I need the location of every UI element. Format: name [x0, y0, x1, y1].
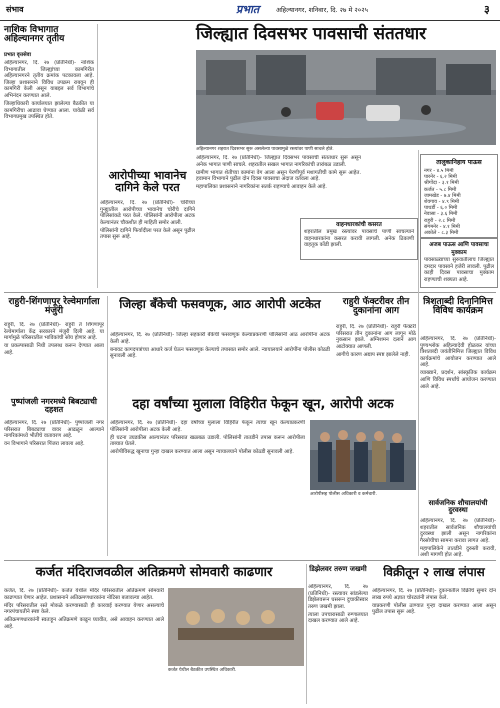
rainfall-item: अकोले - ८.३ मिमी	[424, 230, 459, 237]
story2-p3: महापालिका प्रशासनाने नागरिकांना सतर्क राहण्याचे आवाहन केले आहे.	[196, 184, 327, 191]
column-rule	[418, 150, 419, 556]
story2-p2: ग्रामीण भागात शेतीच्या कामांना वेग आला असून पेरणीपूर्व मशागतीची कामे सुरू आहेत. हवामान विभागाने पुढील दोन दिवस पावसाचा अंदाज वर्तवला आहे.	[196, 169, 361, 183]
brand-logo: प्रभात	[236, 3, 260, 16]
section-divider	[4, 560, 496, 561]
story2-p1: अहिल्यानगर, दि. २७ (प्रतिनिधी)- जिल्ह्यात दिवसभर पावसाची संततधार सुरू असून अनेक भागात पाणी साचले. शहरातील सखल भागात नागरिकांची तारांबळ उडाली.	[196, 155, 361, 168]
story5-body	[110, 332, 330, 392]
story6-body	[336, 324, 416, 394]
story9-headline: दहा वर्षांच्या मुलाला विहिरीत फेकून खून, आरोपी अटक	[132, 397, 394, 412]
story1-headline: नाशिक विभागात अहिल्यानगर तृतीय	[4, 25, 65, 45]
inset-box-body: शहरातील प्रमुख रस्त्यांवर पावसाचे पाणी साचल्याने वाहनधारकांना कसरत करावी लागली. अनेक ठिकाणी वाहतूक कोंडी झाली.	[304, 229, 414, 249]
story3-headline: आरोपीच्या भावानेच दागिने केले परत	[108, 169, 187, 194]
meeting-photo	[168, 588, 304, 666]
section-divider	[4, 292, 496, 293]
story1-p2: जिल्हाधिकारी कार्यालयात झालेल्या बैठकीत या कामगिरीचा आढावा घेण्यात आला. यावेळी सर्व विभागप्रमुख उपस्थित होते.	[4, 101, 94, 121]
rainfall-item: श्रीगोंदा - ३.१ मिमी	[424, 180, 459, 187]
story10-body	[420, 518, 496, 558]
police-arrest-photo	[310, 420, 416, 490]
rainfall-item: पारनेर - ६.२ मिमी	[424, 174, 457, 181]
story8-headline: पुष्पांजली नगरमध्ये बिबट्याची दहशत	[11, 397, 97, 415]
inset-box-title: वाहनधारकांची कसरत	[336, 222, 382, 228]
warning-box-body: पावसाळ्याच्या सुरुवातीलाच जिल्ह्यात दमदार पावसाने हजेरी लावली. पुढील काही दिवस पावसाचा मुक्काम राहण्याची शक्यता आहे.	[424, 257, 494, 283]
story9-photo-caption: आरोपीसह पोलीस अधिकारी व कर्मचारी.	[310, 492, 377, 497]
rainfall-item: जामखेड - ७.४ मिमी	[424, 192, 461, 199]
story3-p2: पोलिसांनी दागिने फिर्यादीला परत केले असून पुढील तपास सुरू आहे.	[100, 227, 195, 241]
story2-body	[196, 155, 361, 215]
story6-p2: आगीचे कारण अद्याप स्पष्ट झालेले नाही.	[336, 351, 411, 358]
rain-street-photo-svg	[196, 50, 496, 145]
rainfall-item: नेवासा - ३.६ मिमी	[424, 211, 458, 218]
rainfall-item: कर्जत - ५.८ मिमी	[424, 186, 457, 193]
story7-headline: त्रिशताब्दी दिनानिमित्त विविध कार्यक्रम	[423, 297, 493, 317]
story1-body	[4, 60, 94, 148]
story1-byline: प्रभात वृत्तसेवा	[4, 52, 31, 58]
rainfall-item: राहुरी - २.८ मिमी	[424, 217, 456, 224]
inset-box	[300, 218, 418, 260]
story2-headline: जिल्ह्यात दिवसभर पावसाची संततधार	[196, 24, 427, 44]
section-name: संभाव	[6, 5, 24, 14]
column-rule	[97, 24, 98, 288]
story11-p3: अतिक्रमणधारकांनी स्वतःहून अतिक्रमणे काढून घ्यावीत, असे आवाहन करण्यात आले आहे.	[4, 617, 164, 630]
story3-body	[100, 200, 195, 288]
story5-headline: जिल्हा बँकेची फसवणूक, आठ आरोपी अटकेत	[119, 297, 321, 311]
rainfall-item: संगमनेर - ४.१ मिमी	[424, 223, 460, 230]
column-rule	[306, 564, 307, 704]
warning-box	[420, 238, 498, 288]
story3-p1: अहिल्यानगर, दि. २७ (प्रतिनिधी)- चोरीच्या गुन्ह्यातील आरोपीच्या भावानेच चोरीचे दागिने पोलिसांकडे परत केले. पोलिसांनी आरोपीला अटक केल्यानंतर चौकशीत ही माहिती समोर आली.	[100, 200, 195, 226]
rain-street-photo	[196, 50, 496, 145]
rainfall-box	[420, 154, 498, 238]
warning-box-title: अजब पाऊस आणि पावसाचा मुक्काम	[429, 242, 489, 256]
rainfall-item: शेवगाव - ४.९ मिमी	[424, 199, 460, 206]
police-arrest-photo-svg	[310, 420, 416, 490]
story7-body	[420, 336, 496, 496]
date-line: अहिल्यानगर, शनिवार, दि. २७ मे २०२५	[276, 6, 368, 14]
story6-p1: राहुरी, दि. २७ (प्रतिनिधी)- राहुरी फॅक्टरी परिसरात तीन दुकानांना आग लागून मोठे नुकसान झाले. अग्निशमन दलाने आग आटोक्यात आणली.	[336, 324, 416, 350]
story6-headline: राहुरी फॅक्टरीवर तीन दुकानांना आग	[342, 297, 410, 317]
story8-p1: अहिल्यानगर, दि. २७ (प्रतिनिधी)- पुष्पांजली नगर परिसरात बिबट्याचा वावर आढळून आल्याने नागरिकांमध्ये भीतीचे वातावरण आहे.	[4, 420, 104, 440]
page-number: ३	[484, 3, 490, 16]
story12-p2: त्याला उपचारासाठी रुग्णालयात दाखल करण्यात आले आहे.	[308, 611, 368, 625]
rainfall-list	[421, 168, 497, 236]
story4-body	[4, 322, 104, 392]
rainfall-item: पाथर्डी - ६.० मिमी	[424, 205, 458, 212]
story7-p2: व्याख्याने, प्रदर्शन, सांस्कृतिक कार्यक्रम आणि विविध स्पर्धांचे आयोजन करण्यात आले आहे.	[420, 370, 496, 390]
story9-p3: आरोपीविरुद्ध खुनाचा गुन्हा दाखल करण्यात आला असून न्यायालयाने पोलीस कोठडी सुनावली आहे.	[110, 449, 294, 456]
story10-headline: सार्वजनिक शौचालयांची दुरवस्था	[428, 499, 488, 515]
story4-p2: या प्रकल्पासाठी निधी उपलब्ध करून देण्यात आला आहे.	[4, 343, 104, 356]
story9-p2: ही घटना उघडकीस आल्यानंतर परिसरात खळबळ उडाली. पोलिसांनी तातडीने तपास करून आरोपीला ताब्यात घेतले.	[110, 434, 305, 448]
story11-body	[4, 588, 164, 703]
story12-p1: अहिल्यानगर, दि. २७ (प्रतिनिधी)- रस्त्यावर सांडलेल्या डिझेलवरून घसरून दुचाकीस्वार तरुण जखमी झाला.	[308, 584, 368, 610]
story11-p2: मंदिर परिसरातील रस्ते मोकळे करण्यासाठी ही कारवाई करण्यात येणार असल्याचे नगरपंचायतीने स्पष्ट केले.	[4, 602, 164, 616]
rainfall-box-title: तालुकानिहाय पाऊस	[436, 159, 482, 166]
story12-body	[308, 584, 368, 702]
story11-photo-caption: कर्जत येथील बैठकीत उपस्थित अधिकारी.	[168, 668, 237, 673]
meeting-photo-svg	[168, 588, 304, 666]
story10-p1: अहिल्यानगर, दि. २७ (प्रतिनिधी)- शहरातील सार्वजनिक शौचालयांची दुरवस्था झाली असून नागरिकांना गैरसोयीचा सामना करावा लागत आहे.	[420, 518, 496, 544]
story2-photo-caption: अहिल्यानगर शहरात दिवसभर सुरू असलेल्या पावसामुळे रस्त्यांवर पाणी साचले होते.	[196, 147, 334, 152]
story11-p1: कर्जत, दि. २७ (प्रतिनिधी)- कर्जत येथील मंदिर परिसरातील अतिक्रमणे सोमवारी काढण्यात येणार आहेत. प्रशासनाने अतिक्रमणधारकांना नोटिसा बजावल्या आहेत.	[4, 588, 164, 601]
story13-p1: अहिल्यानगर, दि. २७ (प्रतिनिधी)- दुकानातील विक्रीचे सुमारे दोन लाख रुपये अज्ञात चोरट्यांनी लंपास केले.	[372, 588, 496, 601]
story13-body	[372, 588, 496, 703]
story8-p2: वन विभागाने परिसरात पिंजरा लावला आहे.	[4, 441, 85, 448]
story10-p2: महापालिकेने तातडीने दुरुस्ती करावी, अशी मागणी होत आहे.	[420, 545, 496, 558]
story13-p2: याप्रकरणी पोलीस ठाण्यात गुन्हा दाखल करण्यात आला असून पुढील तपास सुरू आहे.	[372, 602, 496, 616]
story5-p1: अहिल्यानगर, दि. २७ (प्रतिनिधी)- जिल्हा सहकारी बँकेची फसवणूक केल्याप्रकरणी पोलिसांनी आठ आरोपींना अटक केली आहे.	[110, 332, 330, 345]
story5-p2: बनावट कागदपत्रांच्या आधारे कर्ज घेऊन फसवणूक केल्याचे तपासात समोर आले. न्यायालयाने आरोपींना पोलीस कोठडी सुनावली आहे.	[110, 346, 330, 360]
story8-body	[4, 420, 104, 500]
story12-headline: डिझेलवर तरुण जखमी	[309, 565, 367, 573]
story7-p1: अहिल्यानगर, दि. २७ (प्रतिनिधी)- पुण्यश्लोक अहिल्यादेवी होळकर यांच्या त्रिशताब्दी जयंतीनिमित्त जिल्ह्यात विविध कार्यक्रमांचे आयोजन करण्यात आले आहे.	[420, 336, 496, 369]
story1-p1: अहिल्यानगर, दि. २७ (प्रतिनिधी)- नाशिक विभागातील जिल्ह्यांच्या कामगिरीत अहिल्यानगरने तृतीय क्रमांक पटकावला आहे. जिल्हा प्रशासनाने विविध उपक्रम राबवून ही कामगिरी केली असून याबद्दल सर्व विभागांचे अभिनंदन करण्यात आले.	[4, 60, 94, 99]
story11-headline: कर्जत मंदिराजवळील अतिक्रमणे सोमवारी काढणार	[35, 565, 273, 580]
story9-p1: अहिल्यानगर, दि. २७ (प्रतिनिधी)- दहा वर्षांच्या मुलाला विहिरीत फेकून त्याचा खून केल्याप्रकरणी पोलिसांनी आरोपीला अटक केली आहे.	[110, 420, 305, 433]
column-rule	[107, 296, 108, 556]
story9-body	[110, 420, 305, 505]
story13-headline: विक्रीतून २ लाख लंपास	[383, 565, 485, 579]
rainfall-item: नगर - ४.५ मिमी	[424, 168, 454, 174]
story4-headline: राहुरी-शिंगणापूर रेल्वेमार्गाला मंजुरी	[8, 297, 100, 317]
story4-p1: राहुरी, दि. २७ (प्रतिनिधी)- राहुरी ते शिंगणापूर रेल्वेमार्गाला केंद्र सरकारने मंजुरी दिली आहे. या मार्गामुळे परिसरातील भाविकांची सोय होणार आहे.	[4, 322, 104, 342]
